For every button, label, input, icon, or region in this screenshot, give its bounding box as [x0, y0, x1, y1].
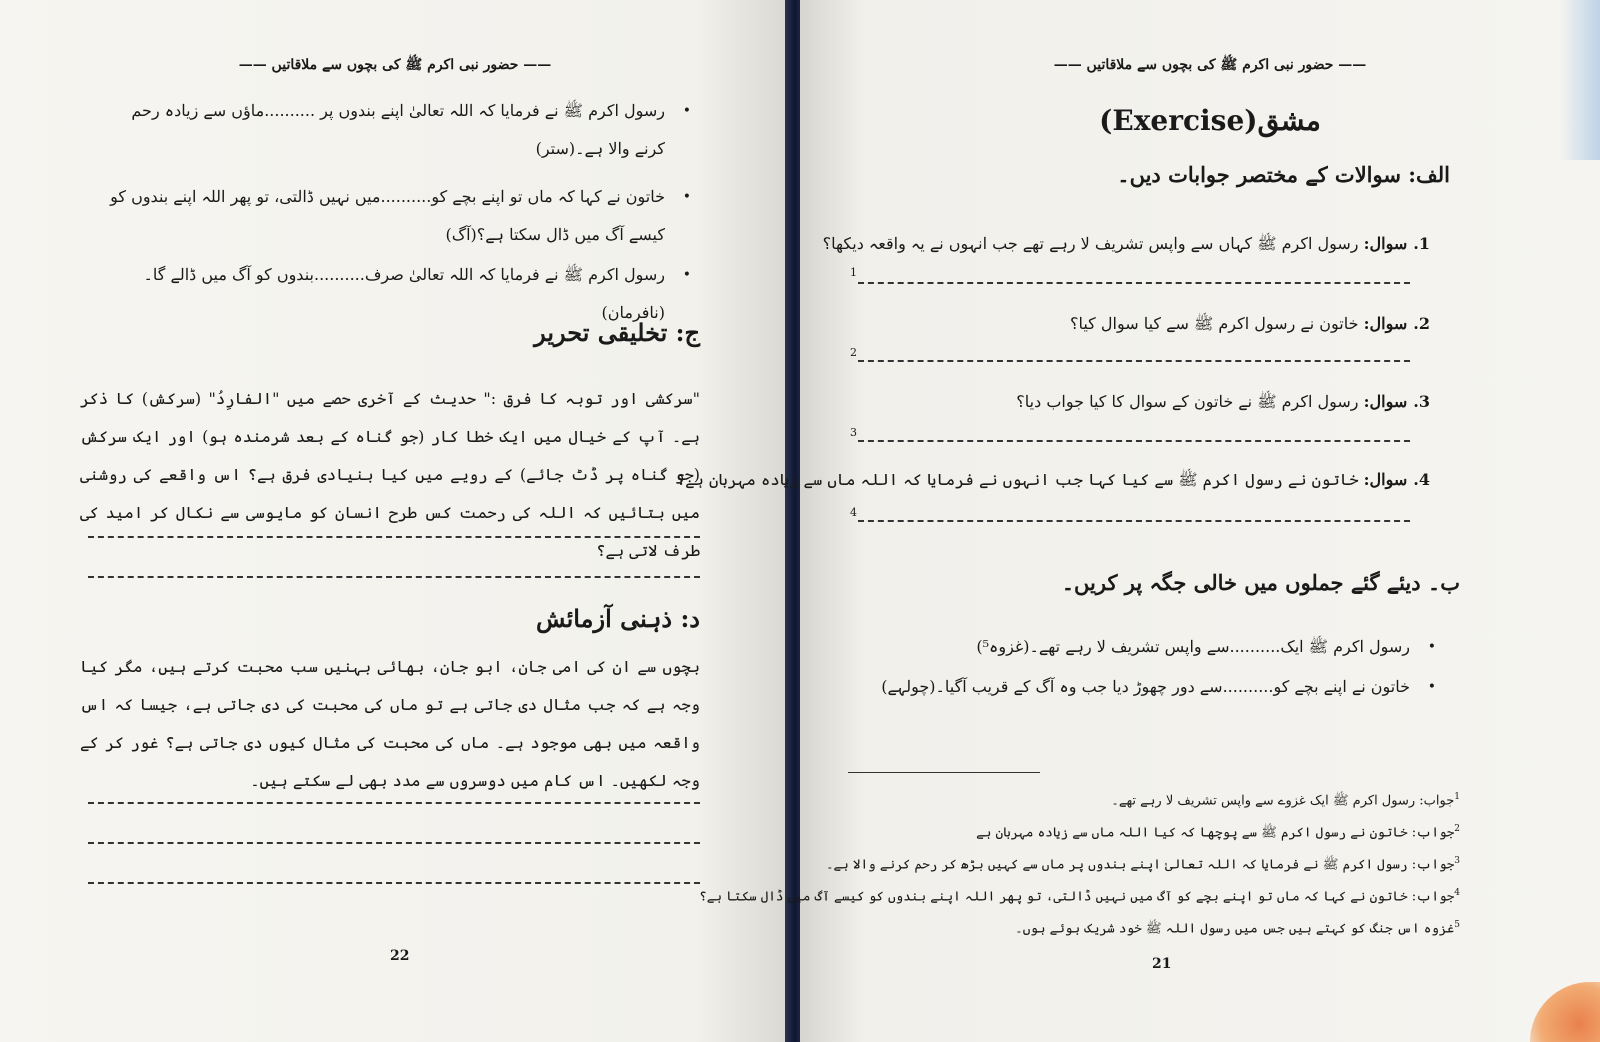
footnote: $^3$جواب: رسول اکرم ﷺ نے فرمایا کہ اللہ تعالیٰ اپنے بندوں پر ماں سے کہیں بڑھ کر رحم کرنے والا ہے۔	[825, 856, 1460, 873]
footnote: $^2$جواب: خاتون نے رسول اکرم ﷺ سے پوچھا کہ کیا اللہ ماں سے زیادہ مہربان ہے	[976, 824, 1460, 841]
fill-item: • رسول اکرم ﷺ نے فرمایا کہ اللہ تعالیٰ اپنے بندوں پر ..........ماؤں سے زیادہ رحم کرنے والا ہے۔(ستر)	[105, 92, 665, 168]
running-header: —— حضور نبی اکرم ﷺ کی بچوں سے ملاقاتیں ——	[1053, 57, 1367, 73]
exercise-title: مشق(Exercise)	[1099, 104, 1321, 137]
answer-line[interactable]	[88, 536, 700, 538]
answer-line-2[interactable]	[858, 360, 1410, 362]
page-number: 21	[1152, 956, 1172, 972]
footnote: $^1$جواب: رسول اکرم ﷺ ایک غزوے سے واپس تشریف لا رہے تھے۔	[1111, 792, 1460, 809]
line-number: 2	[850, 346, 857, 359]
question-4: 4.سوال: خاتون نے رسول اکرم ﷺ سے کیا کہا جب انہوں نے فرمایا کہ اللہ ماں سے زیادہ مہربان ہے؟	[675, 470, 1430, 489]
decorative-corner	[1530, 982, 1600, 1042]
fill-item: • رسول اکرم ﷺ ایک..........سے واپس تشریف لا رہے تھے۔(غزوہ⁵)	[850, 628, 1410, 666]
fill-item: • خاتون نے کہا کہ ماں تو اپنے بچے کو..........میں نہیں ڈالتی، تو پھر اللہ اپنے بندوں کو کیسے آگ میں ڈال سکتا ہے؟(آگ)	[105, 178, 665, 254]
section-heading: د: ذہنی آزمائش	[536, 604, 700, 633]
creative-writing-prompt: "سرکشی اور توبہ کا فرق :" حدیث کے آخری حصے میں "الفارِدُ" (سرکش) کا ذکر ہے۔ آپ کے خیال میں ایک خطا کار (جو گناہ کے بعد شرمندہ ہو) اور ایک سرکش (جو گناہ پر ڈٹ جائے) کے رویے میں کیا بنیادی فرق ہے؟ اس واقعے کی روشنی میں بتائیں کہ اللہ کی رحمت کس طرح انسان کو مایوسی سے نکال کر امید کی طرف لاتی ہے؟	[80, 389, 700, 560]
line-number: 3	[850, 426, 857, 439]
answer-line-4[interactable]	[858, 520, 1410, 522]
fill-item: • خاتون نے اپنے بچے کو..........سے دور چھوڑ دیا جب وہ آگ کے قریب آگیا۔(چولہے)	[850, 668, 1410, 706]
bullet-icon: •	[682, 267, 691, 283]
bullet-icon: •	[682, 103, 691, 119]
bullet-icon: •	[1427, 679, 1436, 695]
question-1: 1.سوال: رسول اکرم ﷺ کہاں سے واپس تشریف لا رہے تھے جب انہوں نے یہ واقعہ دیکھا؟	[822, 234, 1430, 253]
answer-line-3[interactable]	[858, 440, 1410, 442]
section-b-heading: ب۔ دیئے گئے جملوں میں خالی جگہ پر کریں۔	[1061, 570, 1460, 595]
page-number: 22	[390, 948, 410, 964]
answer-line[interactable]	[88, 802, 700, 804]
answer-line[interactable]	[88, 842, 700, 844]
answer-line-1[interactable]	[858, 282, 1410, 284]
line-number: 4	[850, 506, 857, 519]
fill-item: • رسول اکرم ﷺ نے فرمایا کہ اللہ تعالیٰ صرف..........بندوں کو آگ میں ڈالے گا۔(نافرمان)	[85, 256, 665, 332]
running-header: —— حضور نبی اکرم ﷺ کی بچوں سے ملاقاتیں ——	[238, 57, 552, 73]
question-2: 2.سوال: خاتون نے رسول اکرم ﷺ سے کیا سوال کیا؟	[1069, 314, 1430, 333]
line-number: 1	[850, 266, 857, 279]
left-page	[0, 0, 790, 1042]
decorative-tint	[1560, 0, 1600, 160]
footnote: $^4$جواب: خاتون نے کہا کہ ماں تو اپنے بچے کو آگ میں نہیں ڈالتی، تو پھر اللہ اپنے بندوں کو کیسے آگ میں ڈال سکتا ہے؟	[699, 888, 1460, 905]
question-3: 3.سوال: رسول اکرم ﷺ نے خاتون کے سوال کا کیا جواب دیا؟	[1016, 392, 1430, 411]
answer-line[interactable]	[88, 882, 700, 884]
section-heading: ج: تخلیقی تحریر	[534, 318, 700, 347]
footnote: $^5$غزوہ اس جنگ کو کہتے ہیں جس میں رسول اللہ ﷺ خود شریک ہوئے ہوں۔	[1015, 920, 1460, 937]
mental-test-prompt: بچوں سے ان کی امی جان، ابو جان، بھائی بہنیں سب محبت کرتے ہیں، مگر کیا وجہ ہے کہ جب مثال دی جاتی ہے تو ماں کی محبت کی دی جاتی ہے، جیسا کہ اس واقعہ میں بھی موجود ہے۔ ماں کی محبت کی مثال کیوں دی جاتی ہے؟ غور کر کے وجہ لکھیں۔ اس کام میں دوسروں سے مدد بھی لے سکتے ہیں۔	[80, 657, 701, 790]
bullet-icon: •	[682, 189, 691, 205]
right-page	[675, 0, 1600, 1042]
section-a-heading: الف: سوالات کے مختصر جوابات دیں۔	[1117, 162, 1450, 187]
bullet-icon: •	[1427, 639, 1436, 655]
footnote-separator	[848, 772, 1040, 773]
answer-line[interactable]	[88, 576, 700, 578]
